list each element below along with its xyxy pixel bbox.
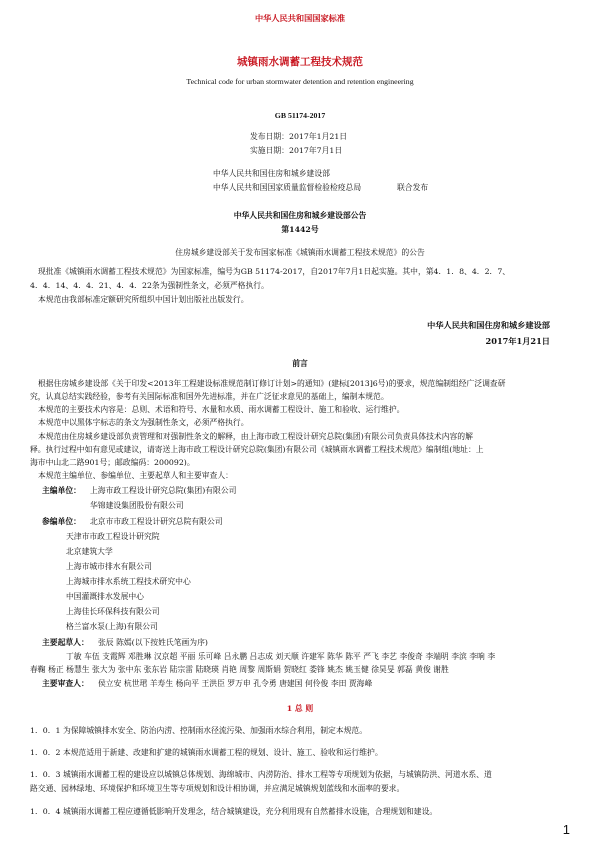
preface-p5: 本规范主编单位、参编单位、主要起草人和主要审查人： (38, 471, 233, 480)
chief-units-label: 主编单位： (42, 486, 81, 495)
participating-unit: 上海市城市排水有限公司 (66, 562, 152, 571)
participating-unit: 北京市市政工程设计研究总院有限公司 (90, 517, 223, 526)
announcement-signer: 中华人民共和国住房和城乡建设部 (427, 320, 550, 330)
preface-p1-line2: 究，认真总结实践经验，参考有关国际标准和国外先进标准，并在广泛征求意见的基础上，编制本规范。 (30, 392, 389, 401)
chapter-1-title: 1 总 则 (286, 704, 314, 713)
participating-unit: 上海佳长环保科技有限公司 (66, 607, 160, 616)
announcement-sign-date: 2017年1月21日 (485, 336, 550, 346)
announcement-number: 第1442号 (281, 225, 319, 234)
announcement-para2: 本规范由我部标准定额研究所组织中国计划出版社出版发行。 (38, 295, 249, 304)
english-title: Technical code for urban stormwater detention and retention engineering (186, 77, 414, 86)
publisher-ministry: 中华人民共和国住房和城乡建设部 (213, 169, 330, 178)
clause-1-0-2: 1．0．2 本规范适用于新建、改建和扩建的城镇雨水调蓄工程的规划、设计、施工、验收和运行维护。 (30, 748, 383, 757)
reviewers-label: 主要审查人： (42, 679, 89, 688)
clause-1-0-3-line1: 1．0．3 城镇雨水调蓄工程的建设应以城镇总体规划、海绵城市、内涝防治、排水工程等专项规划为依据，与城镇防洪、河道水系、道 (30, 770, 492, 779)
preface-title: 前言 (292, 359, 308, 368)
drafters-lead: 张辰 陈嫣(以下按姓氏笔画为序) (98, 638, 208, 647)
chief-unit-2: 华锦建设集团股份有限公司 (90, 501, 184, 510)
drafters-line1: 丁敏 车伍 支霞辉 邓胜琳 汉京超 平丽 乐可峰 吕永鹏 吕志成 刘天顺 许建军 陈华 陈平 严飞 李艺 李俊奇 李端明 李滨 李响 李 (66, 652, 496, 661)
page-number: 1 (562, 822, 570, 837)
publisher-aqsiq: 中华人民共和国国家质量监督检验检疫总局 (213, 183, 362, 192)
participating-units-label: 参编单位： (42, 517, 81, 526)
drafters-line2: 春鞠 杨正 杨慧生 张大为 张中东 张东岩 陆宗雷 陆晓瑛 肖艳 周黎 周斯娟 贺晓红 娄锋 姚杰 姚玉健 徐昊旻 郭磊 黄俊 谢胜 (30, 665, 449, 674)
participating-unit: 天津市市政工程设计研究院 (66, 532, 160, 541)
standard-code: GB 51174-2017 (274, 111, 326, 120)
announcement-title: 中华人民共和国住房和城乡建设部公告 (233, 211, 367, 220)
drafters-label: 主要起草人： (42, 638, 89, 647)
participating-unit: 上海城市排水系统工程技术研究中心 (66, 577, 191, 586)
clause-1-0-4: 1．0．4 城镇雨水调蓄工程应遵循低影响开发理念，结合城镇建设，充分利用现有自然蓄排水设施，合理规划和建设。 (30, 807, 438, 816)
participating-unit: 中国灌溉排水发展中心 (66, 592, 144, 601)
announcement-subject: 住房城乡建设部关于发布国家标准《城镇雨水调蓄工程技术规范》的公告 (175, 248, 425, 257)
reviewers: 侯立安 杭世珺 羊寿生 杨向平 王洪臣 罗万申 孔令勇 唐建国 何伶俊 李田 贾海峰 (98, 679, 373, 688)
participating-unit: 北京建筑大学 (66, 547, 113, 556)
clause-1-0-3-line2: 路交通、园林绿地、环境保护和环境卫生等专项规划和设计相协调，并应满足城镇规划蓝线和水面率的要求。 (30, 784, 405, 793)
publish-date: 发布日期：2017年1月21日 (250, 132, 348, 141)
preface-p4-line3: 海市中山北二路901号；邮政编码：200092)。 (30, 458, 195, 467)
standard-type: 中华人民共和国国家标准 (254, 13, 346, 23)
announcement-para1-line2: 4．4．14、4．4．21、4．4．22条为强制性条文，必须严格执行。 (30, 281, 269, 290)
announcement-para1-line1: 现批准《城镇雨水调蓄工程技术规范》为国家标准，编号为GB 51174-2017，自2017年7月1日起实施。其中，第4．1．8、4．2．7、 (38, 267, 511, 276)
preface-p4-line2: 释。执行过程中如有意见或建议，请寄送上海市政工程设计研究总院(集团)有限公司《城镇雨水调蓄工程技术规范》编制组(地址：上 (30, 445, 484, 454)
chief-unit-1: 上海市政工程设计研究总院(集团)有限公司 (90, 486, 237, 495)
preface-p1-line1: 根据住房城乡建设部《关于印发<2013年工程建设标准规范制订修订计划>的通知》(建标[2013]6号)的要求，规范编制组经广泛调查研 (38, 379, 506, 388)
document-title: 城镇雨水调蓄工程技术规范 (237, 56, 363, 68)
preface-p4-line1: 本规范由住房城乡建设部负责管理和对强制性条文的解释，由上海市政工程设计研究总院(集团)有限公司负责具体技术内容的解 (38, 432, 473, 441)
participating-unit: 格兰富水泵(上海)有限公司 (66, 622, 158, 631)
preface-p2: 本规范的主要技术内容是：总则、术语和符号、水量和水质、雨水调蓄工程设计、施工和验收、运行维护。 (38, 405, 405, 414)
effective-date: 实施日期：2017年7月1日 (250, 146, 343, 155)
joint-release: 联合发布 (397, 183, 429, 192)
preface-p3: 本规范中以黑体字标志的条文为强制性条文，必须严格执行。 (38, 418, 249, 427)
clause-1-0-1: 1．0．1 为保障城镇排水安全、防治内涝、控制雨水径流污染、加强雨水综合利用，制定本规范。 (30, 726, 368, 735)
